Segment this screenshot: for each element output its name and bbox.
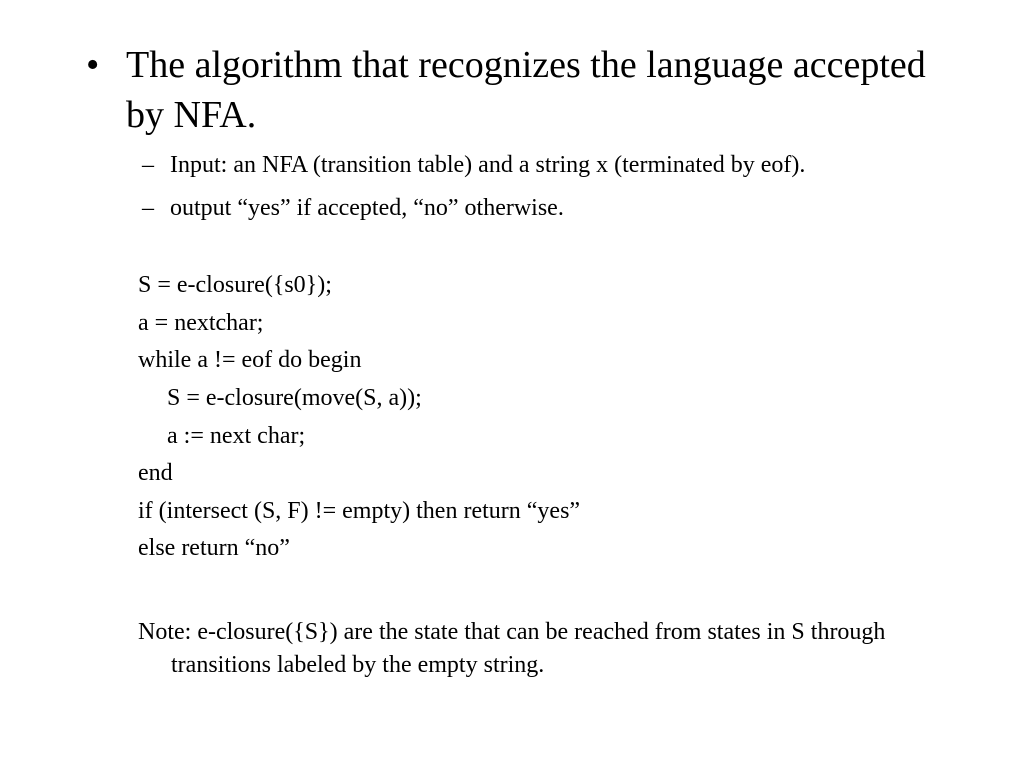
- main-bullet: [86, 40, 966, 140]
- sub-item-output-text: output “yes” if accepted, “no” otherwise.: [170, 195, 564, 221]
- bullet-icon: •: [86, 44, 100, 86]
- code-line-6: end: [138, 460, 173, 486]
- code-line-1: S = e-closure({s0});: [138, 272, 332, 298]
- note-text: Note: e-closure({S}) are the state that can be reached from states in S through transitions labeled by the empty string.: [138, 619, 886, 678]
- code-line-4: S = e-closure(move(S, a));: [167, 385, 422, 411]
- code-line-8: else return “no”: [138, 535, 290, 561]
- dash-icon: –: [142, 195, 154, 221]
- code-line-2: a = nextchar;: [138, 310, 264, 336]
- code-line-3: while a != eof do begin: [138, 347, 362, 373]
- sub-item-input-text: Input: an NFA (transition table) and a string x (terminated by eof).: [170, 152, 806, 178]
- main-bullet-text: The algorithm that recognizes the language accepted by NFA.: [126, 44, 926, 136]
- sub-item-input: [142, 150, 982, 180]
- sub-item-output: [142, 193, 982, 223]
- dash-icon: –: [142, 152, 154, 178]
- code-line-7: if (intersect (S, F) != empty) then return “yes”: [138, 498, 581, 524]
- code-line-5: a := next char;: [167, 423, 306, 449]
